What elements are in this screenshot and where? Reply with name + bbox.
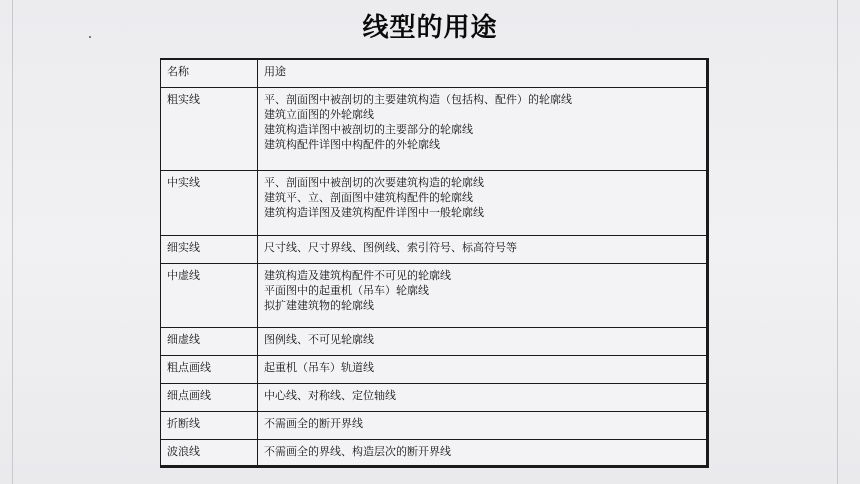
row-usage bbox=[258, 383, 708, 411]
header-name: 名称 bbox=[161, 59, 258, 87]
row-name: 中虚线 bbox=[161, 263, 258, 327]
row-usage bbox=[258, 235, 708, 263]
usage-line: 建筑构造详图中被剖切的主要部分的轮廓线 bbox=[264, 122, 473, 136]
row-usage bbox=[258, 170, 708, 235]
slide-frame-right bbox=[837, 0, 838, 484]
row-name: 中实线 bbox=[161, 170, 258, 235]
usage-line: 建筑平、立、剖面图中建筑构配件的轮廓线 bbox=[264, 190, 473, 204]
row-name: 细实线 bbox=[161, 235, 258, 263]
row-name: 细虚线 bbox=[161, 327, 258, 355]
table-header-row bbox=[161, 59, 708, 87]
row-name: 细点画线 bbox=[161, 383, 258, 411]
usage-line: 不需画全的断开界线 bbox=[264, 416, 363, 430]
row-name: 折断线 bbox=[161, 411, 258, 439]
usage-line: 建筑构造及建筑构配件不可见的轮廓线 bbox=[264, 268, 451, 282]
header-usage: 用途 bbox=[258, 59, 708, 87]
usage-line: 不需画全的界线、构造层次的断开界线 bbox=[264, 444, 451, 458]
row-name: 波浪线 bbox=[161, 439, 258, 466]
usage-line: 平、剖面图中被剖切的主要建筑构造（包括构、配件）的轮廓线 bbox=[264, 92, 572, 106]
table-row bbox=[161, 263, 708, 327]
row-usage bbox=[258, 327, 708, 355]
usage-line: 尺寸线、尺寸界线、图例线、索引符号、标高符号等 bbox=[264, 240, 517, 254]
usage-line: 建筑构造详图及建筑构配件详图中一般轮廓线 bbox=[264, 205, 484, 219]
row-name: 粗实线 bbox=[161, 87, 258, 170]
usage-line: 建筑构配件详图中构配件的外轮廓线 bbox=[264, 137, 440, 151]
slide-frame-left bbox=[12, 0, 13, 484]
row-usage bbox=[258, 263, 708, 327]
table-row bbox=[161, 87, 708, 170]
usage-line: 中心线、对称线、定位轴线 bbox=[264, 388, 396, 402]
usage-line: 平、剖面图中被剖切的次要建筑构造的轮廓线 bbox=[264, 175, 484, 189]
table-row bbox=[161, 327, 708, 355]
row-usage bbox=[258, 411, 708, 439]
usage-line: 拟扩建建筑物的轮廓线 bbox=[264, 298, 374, 312]
page-title: 线型的用途 bbox=[362, 13, 498, 43]
line-type-usage-table bbox=[160, 58, 709, 468]
usage-line: 建筑立面图的外轮廓线 bbox=[264, 107, 374, 121]
row-usage bbox=[258, 355, 708, 383]
row-usage bbox=[258, 87, 708, 170]
table-row bbox=[161, 439, 708, 466]
table-row bbox=[161, 355, 708, 383]
table-row bbox=[161, 383, 708, 411]
usage-line: 起重机（吊车）轨道线 bbox=[264, 360, 374, 374]
usage-line: 平面图中的起重机（吊车）轮廓线 bbox=[264, 283, 429, 297]
row-usage bbox=[258, 439, 708, 466]
table-row bbox=[161, 411, 708, 439]
usage-line: 图例线、不可见轮廓线 bbox=[264, 332, 374, 346]
table-row bbox=[161, 235, 708, 263]
table-row bbox=[161, 170, 708, 235]
row-name: 粗点画线 bbox=[161, 355, 258, 383]
